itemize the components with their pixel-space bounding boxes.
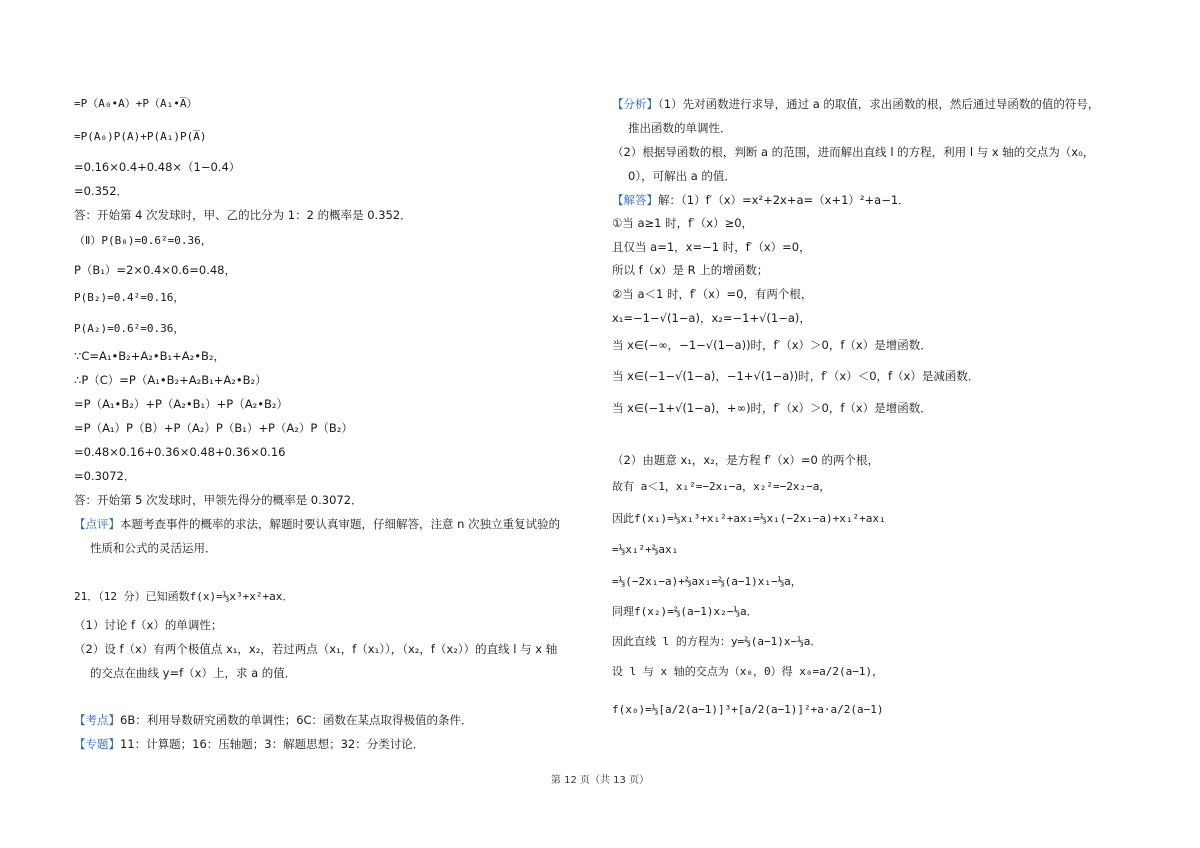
- text-line: ②当 a＜1 时，f′（x）=0，有两个根，: [612, 287, 813, 301]
- text-line: 的交点在曲线 y=f（x）上，求 a 的值．: [90, 666, 297, 680]
- text-line: P(A₂)=0.6²=0.36，: [74, 322, 185, 335]
- text-line: 推出函数的单调性．: [628, 121, 732, 135]
- text-line: 故有 a＜1，x₁²=−2x₁−a，x₂²=−2x₂−a，: [612, 480, 831, 493]
- text-line: （Ⅱ）P(B₀)=0.6²=0.36，: [74, 234, 212, 247]
- text-line: （2）设 f（x）有两个极值点 x₁，x₂，若过两点（x₁，f（x₁）），（x₂，f（x₂））的直线 l 与 x 轴: [74, 642, 558, 656]
- text-line: =⅓(−2x₁−a)+⅔ax₁=⅔(a−1)x₁−⅓a，: [612, 575, 802, 588]
- text-line: =0.16×0.4+0.48×（1−0.4）: [74, 160, 241, 174]
- question-title: 21．（12 分）已知函数f(x)=⅓x³+x²+ax．: [74, 590, 294, 603]
- section-tag: 【考点】: [74, 713, 120, 727]
- text-line: =0.48×0.16+0.36×0.48+0.36×0.16: [74, 445, 286, 459]
- analysis-line: 【分析】（1）先对函数进行求导，通过 a 的取值，求出函数的根，然后通过导函数的值的符号，: [612, 97, 1100, 111]
- text-line: 因此f(x₁)=⅓x₁³+x₁²+ax₁=⅓x₁(−2x₁−a)+x₁²+ax₁: [612, 512, 886, 525]
- text-line: =P（A₀•A）+P（A₁•A̅）: [74, 97, 198, 110]
- text-line: 0），可解出 a 的值．: [628, 169, 736, 183]
- text-line: P(B₂)=0.4²=0.16，: [74, 291, 185, 304]
- text-line: 当 x∈(−∞，−1−√(1−a))时，f′（x）＞0，f（x）是增函数．: [612, 338, 932, 352]
- text-line: f(x₀)=⅓[a/2(a−1)]³+[a/2(a−1)]²+a·a/2(a−1): [612, 703, 884, 716]
- text-line: （1）讨论 f（x）的单调性；: [74, 618, 223, 632]
- text-line: =⅓x₁²+⅔ax₁: [612, 543, 679, 556]
- text-line: x₁=−1−√(1−a)，x₂=−1+√(1−a)，: [612, 311, 811, 325]
- text-line: 因此直线 l 的方程为：y=⅔(a−1)x−⅓a．: [612, 635, 822, 648]
- text-line: =P（A₁•B₂）+P（A₂•B₁）+P（A₂•B₂）: [74, 397, 288, 411]
- text-line: ∵C=A₁•B₂+A₂•B₁+A₂•B₂，: [74, 349, 226, 363]
- solution-line: 【解答】解：（1）f′（x）=x²+2x+a=（x+1）²+a−1．: [612, 193, 910, 207]
- text-line: 且仅当 a=1，x=−1 时，f′（x）=0，: [612, 240, 811, 254]
- text-line: =P（A₁）P（B）+P（A₂）P（B₁）+P（A₂）P（B₂）: [74, 421, 353, 435]
- text-line: （2）由题意 x₁，x₂，是方程 f′（x）=0 的两个根，: [612, 453, 880, 467]
- text-line: =P(A₀)P(A)+P(A₁)P(A̅): [74, 130, 207, 143]
- comment-tag: 【点评】: [74, 517, 120, 531]
- topic-line: 【考点】6B：利用导数研究函数的单调性；6C：函数在某点取得极值的条件．: [74, 713, 473, 727]
- section-tag: 【解答】: [612, 193, 658, 207]
- comment-text: 本题考查事件的概率的求法，解题时要认真审题，仔细解答，注意 n 次独立重复试验的: [120, 517, 561, 531]
- comment-line: [74, 517, 560, 531]
- text-line: 答：开始第 4 次发球时，甲、乙的比分为 1：2 的概率是 0.352．: [74, 208, 412, 222]
- text-line: 设 l 与 x 轴的交点为（x₀，0）得 x₀=a/2(a−1)，: [612, 665, 884, 678]
- page-footer: 第 12 页（共 13 页）: [550, 775, 650, 786]
- text-line: P（B₁）=2×0.4×0.6=0.48，: [74, 263, 236, 277]
- text-line: =0.352．: [74, 184, 129, 198]
- text-line: =0.3072．: [74, 469, 136, 483]
- section-tag: 【专题】: [74, 737, 120, 751]
- category-line: 【专题】11：计算题；16：压轴题；3：解题思想；32：分类讨论．: [74, 737, 425, 751]
- text-line: 性质和公式的灵活运用．: [90, 541, 217, 555]
- text-line: （2）根据导函数的根，判断 a 的范围，进而解出直线 l 的方程，利用 l 与 x 轴的交点为（x₀，: [612, 145, 1095, 159]
- text-line: ∴P（C）=P（A₁•B₂+A₂B₁+A₂•B₂）: [74, 373, 267, 387]
- text-line: 当 x∈(−1−√(1−a)，−1+√(1−a))时，f′（x）＜0，f（x）是减函数．: [612, 369, 980, 383]
- text-line: 同理f(x₂)=⅔(a−1)x₂−⅓a．: [612, 605, 758, 618]
- section-tag: 【分析】: [612, 97, 658, 111]
- text-line: 当 x∈(−1+√(1−a)，+∞)时，f′（x）＞0，f（x）是增函数．: [612, 401, 932, 415]
- text-line: 答：开始第 5 次发球时，甲领先得分的概率是 0.3072．: [74, 493, 363, 507]
- text-line: 所以 f（x）是 R 上的增函数；: [612, 263, 769, 277]
- text-line: ①当 a≥1 时，f′（x）≥0，: [612, 216, 754, 230]
